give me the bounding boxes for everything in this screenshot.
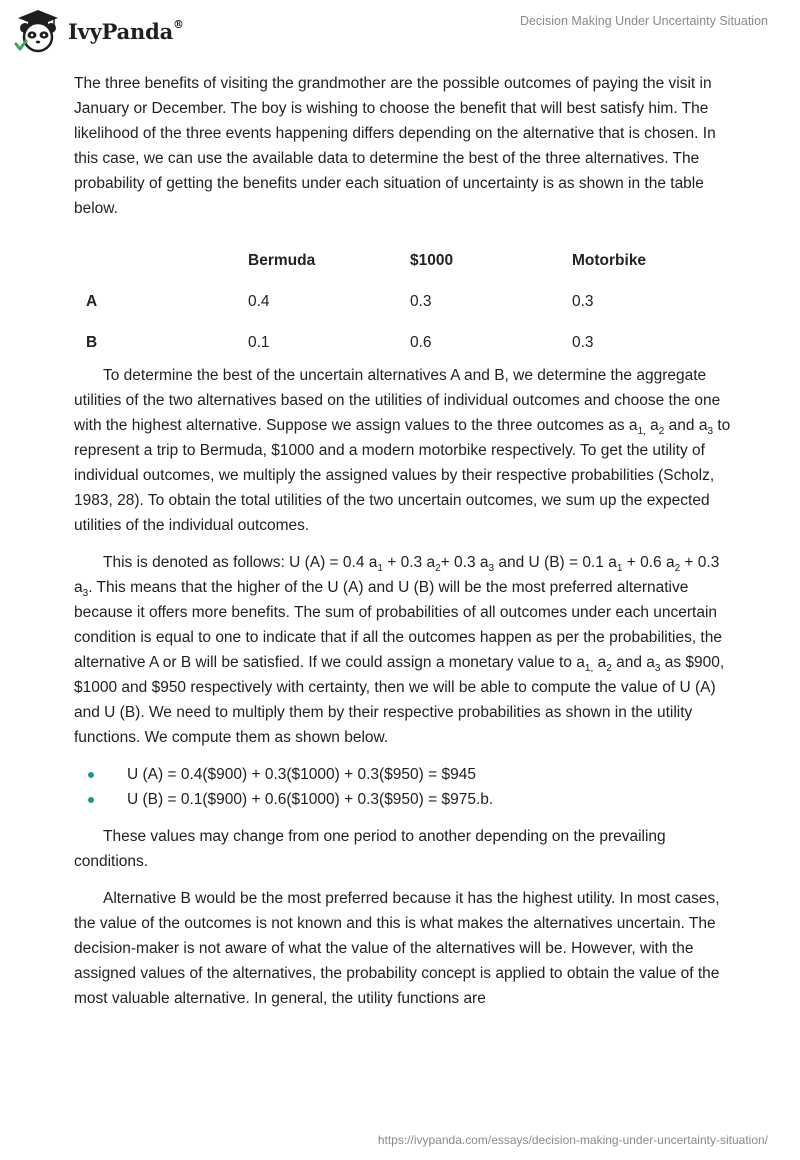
conclusion-paragraph: Alternative B would be the most preferred because it has the highest utility. In most cases, the value of the outcomes is not known and this is what makes the alternatives uncertain. The decision-maker is not aware of what the value of the alternatives will be. However, with the assigned values of the alternatives, the probability concept is applied to obtain the value of the most valuable alternative. In general, the utility functions are	[74, 890, 720, 1007]
table-row-label: A	[86, 292, 98, 310]
table-cell: 0.1	[248, 333, 270, 351]
table-row-label: B	[86, 333, 98, 351]
table-cell: 0.3	[410, 292, 432, 310]
page-url[interactable]: https://ivypanda.com/essays/decision-making-under-uncertainty-situation/	[377, 1133, 768, 1147]
list-item: U (A) = 0.4($900) + 0.3($1000) + 0.3($950) = $945	[74, 762, 734, 787]
essay-body	[74, 71, 734, 1011]
values-change-paragraph: These values may change from one period to another depending on the prevailing conditions.	[74, 828, 666, 870]
equation-list	[74, 762, 734, 812]
probability-table	[74, 240, 734, 363]
table-cell: 0.4	[248, 292, 270, 310]
bullet-icon	[88, 772, 94, 778]
bullet-icon	[88, 797, 94, 803]
table-header-row	[74, 240, 734, 281]
list-item: U (B) = 0.1($900) + 0.6($1000) + 0.3($950) = $975.b.	[74, 787, 734, 812]
table-header-cell: Motorbike	[572, 251, 647, 269]
site-logo[interactable]	[14, 8, 184, 54]
table-row	[74, 322, 734, 363]
table-cell: 0.6	[410, 333, 432, 351]
table-header-cell: $1000	[410, 251, 454, 269]
table-cell: 0.3	[572, 292, 594, 310]
utility-formula-paragraph: This is denoted as follows: U (A) = 0.4 $a_1 + 0.3$ $a_2+ 0.3$ $a_3$ and U (B) = 0.1 $a_1 + 0.6$ $a_2 + 0.3$ $a_3$. This means that the higher of the U (A) and U (B) will be the most preferred alternative because it offers more benefits. The sum of probabilities of all outcomes under each uncertain condition is equal to one to indicate that if all the outcomes happen as per the probabilities, the alternative A or B will be satisfied. If we could assign a monetary value to $a_{1,}$ $a_2$ and $a_3$ as $900, $1000 and $950 respectively with certainty, then we will be able to compute the value of U (A) and U (B). We need to multiply them by their respective probabilities as shown in the utility functions. We compute them as shown below.	[74, 554, 725, 746]
logo-text: IvyPanda®	[68, 17, 184, 44]
utility-method-paragraph: To determine the best of the uncertain alternatives A and B, we determine the aggregate utilities of the two alternatives based on the utilities of individual outcomes and choose the one with the highest alternative. Suppose we assign values to the three outcomes as $a_{1,}$ $a_2$ and $a_3$ to represent a trip to Bermuda, $1000 and a modern motorbike respectively. To get the utility of individual outcomes, we multiply the assigned values by their respective probabilities (Scholz, 1983, 28). To obtain the total utilities of the two uncertain outcomes, we sum up the expected utilities of the individual outcomes.	[74, 367, 731, 534]
document-title: Decision Making Under Uncertainty Situation	[519, 14, 768, 28]
page-header	[0, 0, 800, 60]
table-cell: 0.3	[572, 333, 594, 351]
panda-logo-icon	[14, 8, 62, 54]
table-row	[74, 281, 734, 322]
table-header-cell	[74, 240, 248, 281]
table-header-cell: Bermuda	[248, 251, 316, 269]
intro-paragraph: The three benefits of visiting the grandmother are the possible outcomes of paying the visit in January or December. The boy is wishing to choose the benefit that will best satisfy him. The likelihood of the three events happening differs depending on the alternative that is chosen. In this case, we can use the available data to determine the best of the three alternatives. The probability of getting the benefits under each situation of uncertainty is as shown in the table below.	[74, 75, 716, 217]
